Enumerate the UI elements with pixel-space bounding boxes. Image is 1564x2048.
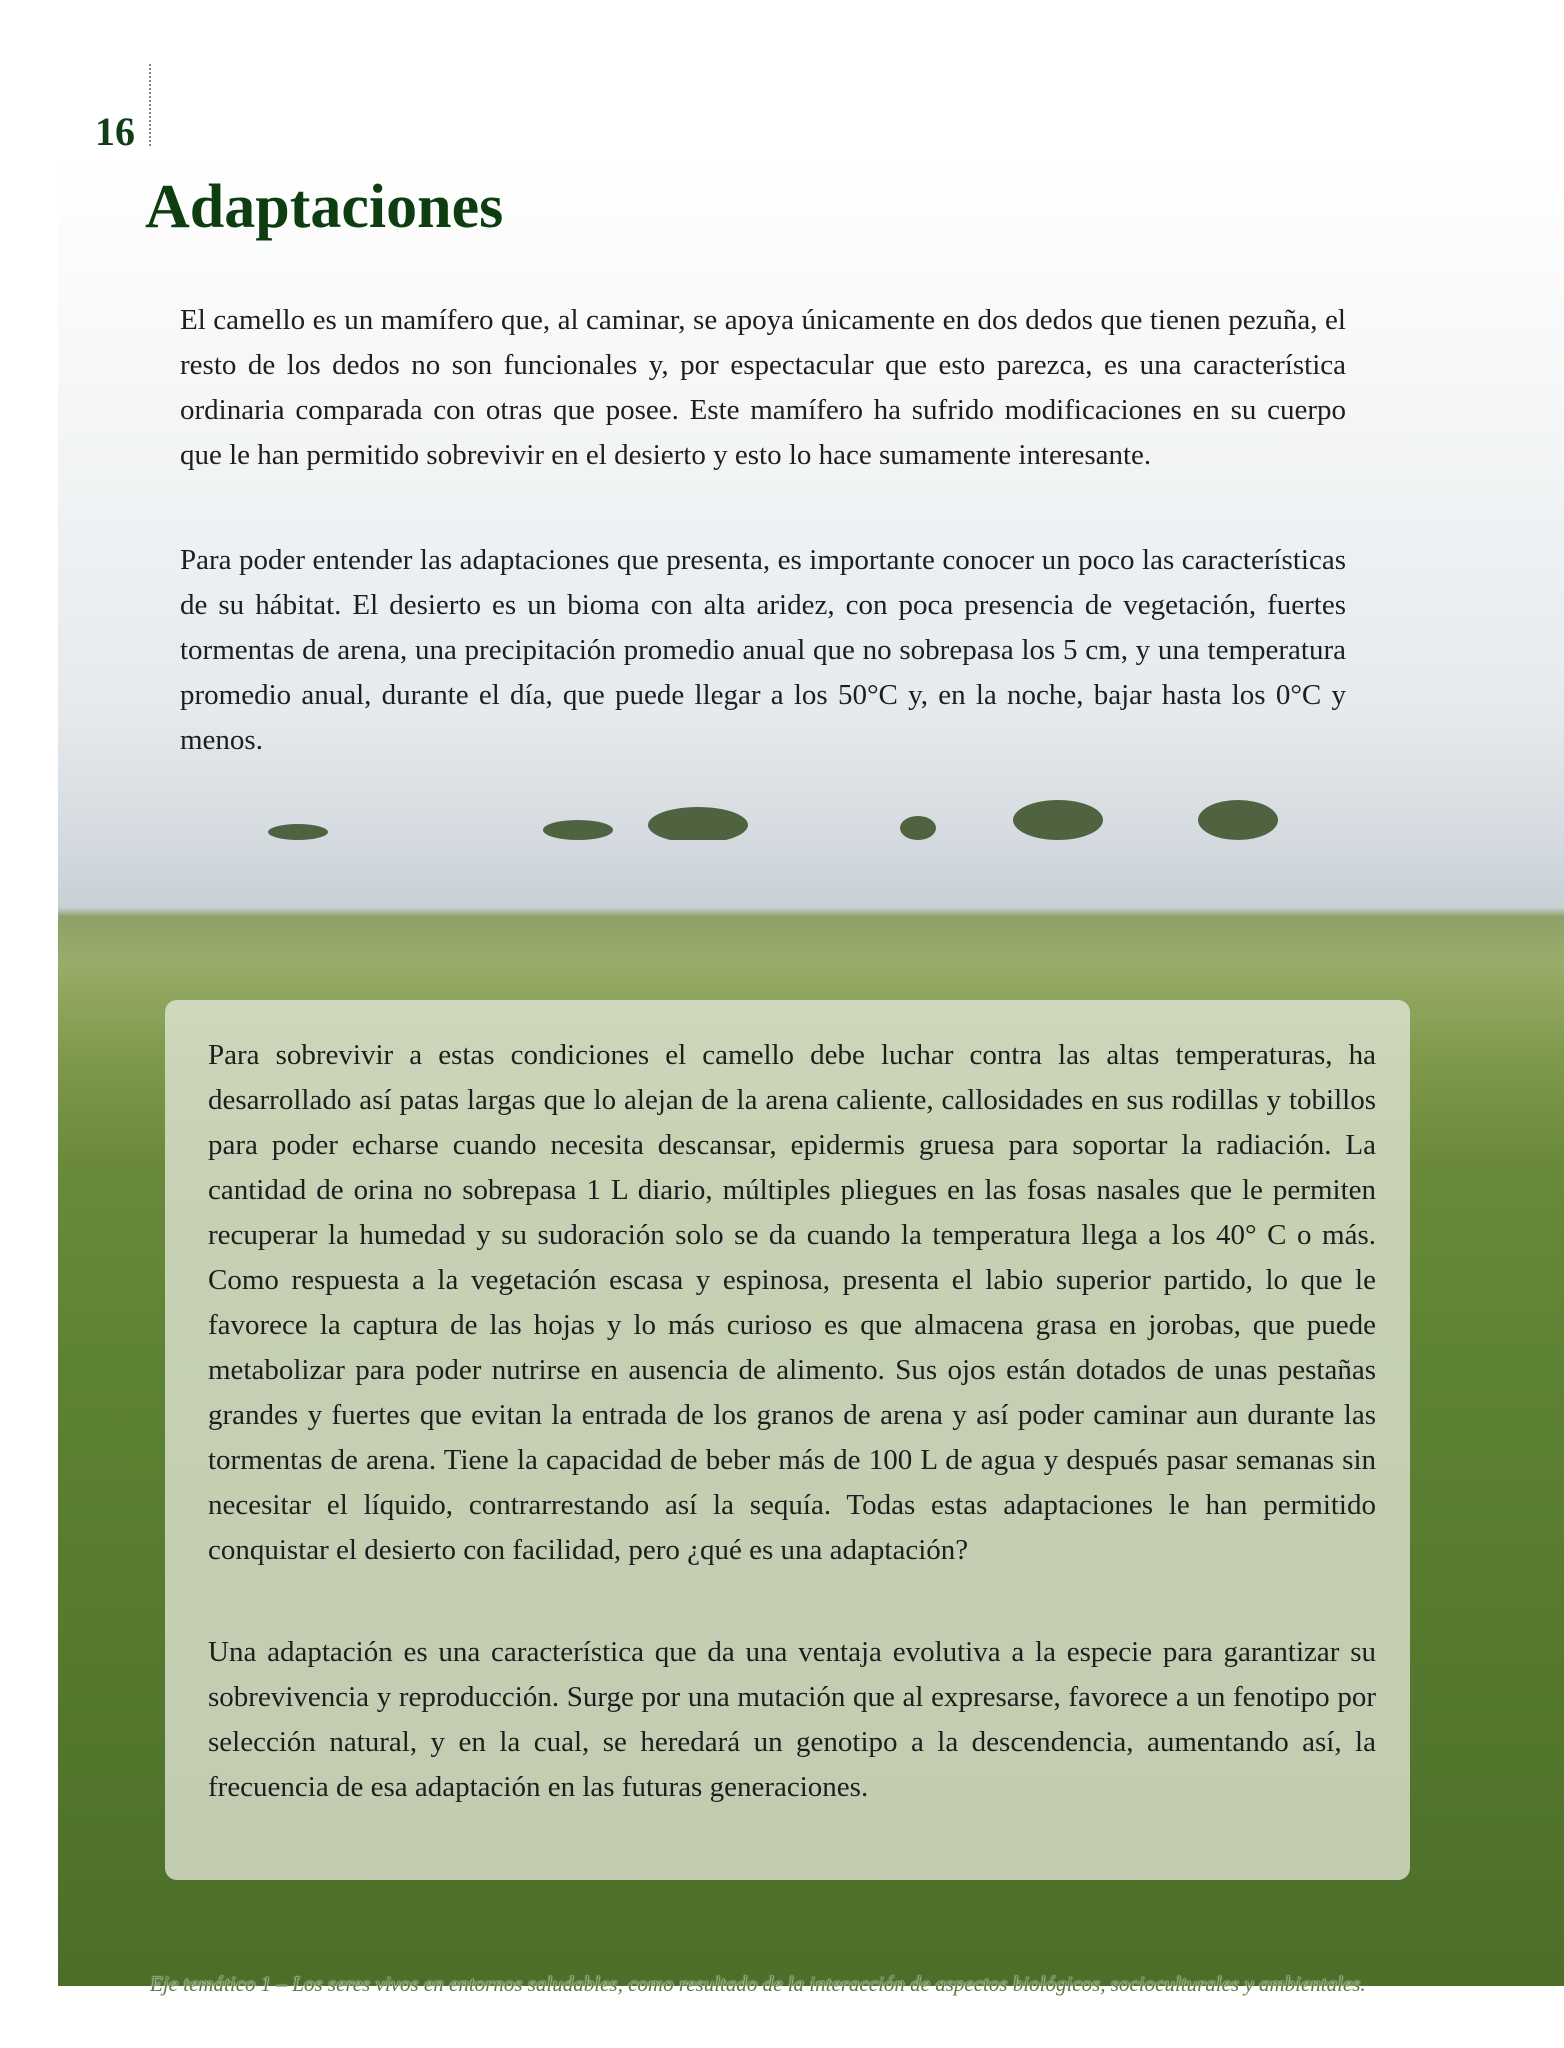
box-paragraph-adaptations: Para sobrevivir a estas condiciones el camello debe luchar contra las altas temperaturas, ha desarrollado así patas largas que lo alejan de la arena caliente, callosidades en sus rodillas y tobillos para poder echarse cuando necesita descansar, epidermis gruesa para soportar la radiación. La cantidad de orina no sobrepasa 1 L diario, múltiples pliegues en las fosas nasales que le permiten recuperar la humedad y su sudoración solo se da cuando la temperatura llega a los 40° C o más. Como respuesta a la vegetación escasa y espinosa, presenta el labio superior partido, lo que le favorece la captura de las hojas y lo más curioso es que almacena grasa en jorobas, que puede metabolizar para poder nutrirse en ausencia de alimento. Sus ojos están dotados de unas pestañas grandes y fuertes que evitan la entrada de los granos de arena y así poder caminar aun durante las tormentas de arena. Tiene la capacidad de beber más de 100 L de agua y después pasar semanas sin necesitar el líquido, contrarrestando así la sequía. Todas estas adaptaciones le han permitido conquistar el desierto con facilidad, pero ¿qué es una adaptación? xyxy=(208,1039,1376,1566)
page-number: 16 xyxy=(95,109,135,154)
habitat-paragraph: Para poder entender las adaptaciones que presenta, es importante conocer un poco las características de su hábitat. El desierto es un bioma con alta aridez, con poca presencia de vegetación, fuertes tormentas de arena, una precipitación promedio anual que no sobrepasa los 5 cm, y una temperatura promedio anual, durante el día, que puede llegar a los 50°C y, en la noche, bajar hasta los 0°C y menos. xyxy=(180,544,1346,756)
footer-text: Eje temático 1 – Los seres vivos en entornos saludables, como resultado de la interacción de aspectos biológicos, socioculturales y ambientales. xyxy=(150,1972,1366,1996)
page-number-divider xyxy=(149,64,151,146)
intro-paragraph: El camello es un mamífero que, al caminar, se apoya únicamente en dos dedos que tienen pezuña, el resto de los dedos no son funcionales y, por espectacular que esto parezca, es una característica ordinaria comparada con otras que posee. Este mamífero ha sufrido modificaciones en su cuerpo que le han permitido sobrevivir en el desierto y esto lo hace sumamente interesante. xyxy=(180,304,1346,471)
page-title: Adaptaciones xyxy=(145,173,504,241)
box-paragraph-definition: Una adaptación es una característica que da una ventaja evolutiva a la especie para garantizar su sobrevivencia y reproducción. Surge por una mutación que al expresarse, favorece a un fenotipo por selección natural, y en la cual, se heredará un genotipo a la descendencia, aumentando así, la frecuencia de esa adaptación en las futuras generaciones. xyxy=(208,1636,1376,1803)
tree-line-decoration xyxy=(58,780,1564,840)
